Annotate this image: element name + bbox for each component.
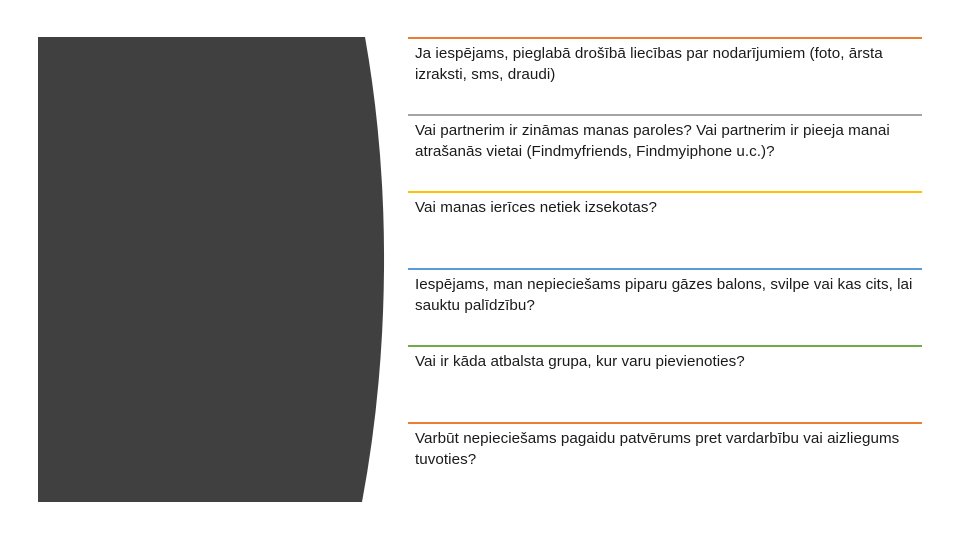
list-item	[408, 268, 922, 345]
item-text: Vai ir kāda atbalsta grupa, kur varu pievienoties?	[415, 353, 745, 370]
item-text: Iespējams, man nepieciešams piparu gāzes balons, svilpe vai kas cits, lai sauktu palīdzību?	[415, 276, 913, 314]
item-text: Vai partnerim ir zināmas manas paroles? Vai partnerim ir pieeja manai atrašanās vietai (Findmyfriends, Findmyiphone u.c.)?	[415, 122, 890, 160]
list-item	[408, 114, 922, 191]
list-item	[408, 345, 922, 422]
list-item	[408, 422, 922, 499]
list-item	[408, 191, 922, 268]
checklist	[408, 37, 922, 499]
item-text: Ja iespējams, pieglabā drošībā liecības par nodarījumiem (foto, ārsta izraksti, sms, draudi)	[415, 45, 883, 83]
item-text: Vai manas ierīces netiek izsekotas?	[415, 199, 658, 216]
item-text: Varbūt nepieciešams pagaidu patvērums pret vardarbību vai aizliegums tuvoties?	[415, 430, 900, 468]
list-item	[408, 37, 922, 114]
dark-rounded-shape	[38, 37, 384, 502]
